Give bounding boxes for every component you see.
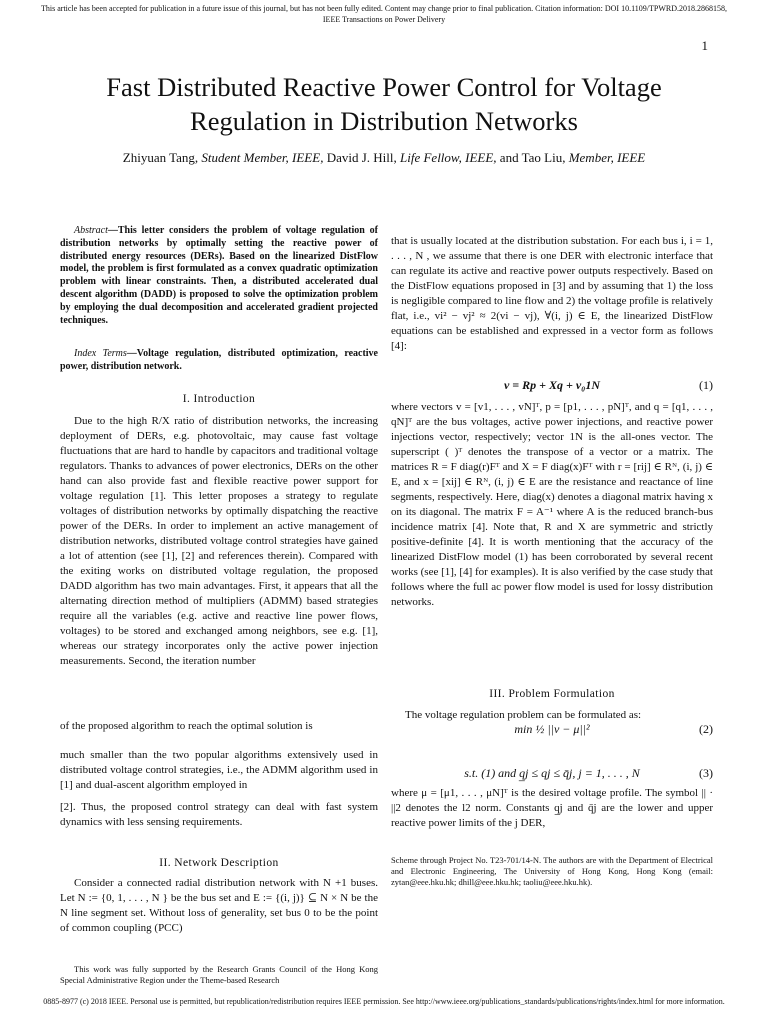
author-1: Zhiyuan Tang, — [122, 150, 199, 165]
section-2-heading: II. Network Description — [159, 857, 279, 869]
publication-banner — [0, 3, 768, 25]
section-1-paragraph-2: of the proposed algorithm to reach the optimal solution is — [60, 720, 313, 732]
equation-1-body: v = Rp + Xq + v₀1N — [503, 378, 601, 392]
right-paragraph-1: that is usually located at the distribution substation. For each bus i, i = 1, . . . , N , we assume that there is one DER with electronic interface that can regulate its active and reactive power outputs respectively. Based on the DistFlow equations proposed in [3] and by assuming that 1) the loss is negligible compared to line flow and 2) the voltage profile is relatively flat, i.e., vi² − vj² ≈ 2(vi − vj), ∀(i, j) ∈ E, the linearized DistFlow equations can be established and expressed in a vector form as follows [4]: — [391, 235, 713, 352]
section-2-paragraph-1 — [60, 876, 378, 936]
equation-2-body: min ½ ||v − μ||² — [514, 722, 590, 736]
author-2-role: Life Fellow, IEEE, — [400, 150, 497, 165]
author-list — [40, 150, 728, 166]
abstract — [60, 225, 378, 327]
network-paragraph: Consider a connected radial distribution network with N +1 buses. Let N := {0, 1, . . . , N } be the bus set and E := {(i, j)} ⊆ N × N be the N line segment set. Without loss of generality, set bus 0 to be the point of common coupling (PCC) — [60, 877, 378, 934]
footnote-funding-text: This work was fully supported by the Research Grants Council of the Hong Kong Special Administrative Region under the Theme-based Research — [60, 964, 378, 985]
equation-2 — [391, 722, 713, 737]
title-line-1: Fast Distributed Reactive Power Control for Voltage — [106, 72, 662, 102]
footnote-funding — [60, 964, 378, 986]
equation-3-body: s.t. (1) and q̲j ≤ qj ≤ q̄j, j = 1, . . . , N — [464, 766, 640, 780]
banner-line-2: IEEE Transactions on Power Delivery — [322, 15, 446, 24]
footnote-affiliation: Scheme through Project No. T23-701/14-N. The authors are with the Department of Electrical and Electronic Engineering, The University of Hong Kong, Hong Kong (email: zytan@eee.hku.hk; dhill@eee.hku.hk; taoliu@eee.hku.hk). — [391, 855, 713, 887]
author-3-role: Member, IEEE — [568, 150, 646, 165]
banner-line-1: This article has been accepted for publication in a future issue of this journal, but has not been fully edited. Content may change prior to final publication. Citation information: DOI 10.1109/TPWRD.2018.2868158, — [41, 4, 727, 13]
paper-title — [40, 70, 728, 138]
abstract-text: —This letter considers the problem of voltage regulation of distribution networks by optimally setting the reactive power of distributed energy resources (DERs). Based on the linearized DistFlow model, the problem is first formulated as a convex quadratic optimization problem with linear constraints. Then, a distributed accelerated dual descent algorithm (DADD) is proposed to solve the optimization problem by employing the dual decomposition and accelerated gradient projected techniques. — [60, 225, 378, 326]
section-1-paragraph-3: much smaller than the two popular algorithms extensively used in distributed voltage control strategies, i.e., the ADMM algorithm used in [1] and dual-ascent algorithm employed in — [60, 749, 378, 791]
section-1-paragraph-4: [2]. Thus, the proposed control strategy can deal with fast system dynamics with less sensing requirements. — [60, 801, 378, 828]
right-paragraph-3 — [391, 708, 713, 723]
equation-1 — [391, 378, 713, 393]
index-terms-label: Index Terms — [74, 348, 127, 359]
author-1-role: Student Member, IEEE, — [201, 150, 324, 165]
author-3: and Tao Liu, — [499, 150, 566, 165]
abstract-label: Abstract — [74, 225, 108, 236]
formulation-intro: The voltage regulation problem can be formulated as: — [405, 709, 642, 721]
right-paragraph-4: where μ = [μ1, . . . , μN]ᵀ is the desired voltage profile. The symbol || · ||2 denotes the l2 norm. Constants q̲j and q̄j are the lower and upper reactive power limits of the j DER, — [391, 787, 713, 829]
equation-3 — [391, 766, 713, 781]
page-number: 1 — [701, 38, 708, 53]
title-line-2: Regulation in Distribution Networks — [190, 106, 578, 136]
right-paragraph-2: where vectors v = [v1, . . . , vN]ᵀ, p = [p1, . . . , pN]ᵀ, and q = [q1, . . . , qN]ᵀ are the bus voltages, active power injections, and reactive power injections vector, respectively; vector 1N is the all-ones vector. The superscript ( )ᵀ denotes the transpose of a vector or a matrix. The matrices R = F diag(r)Fᵀ and X = F diag(x)Fᵀ with r = [rij] ∈ Rᴺ, (i, j) ∈ E, and x = [xij] ∈ Rᴺ, (i, j) ∈ E are the resistance and reactance of line segments, respectively. Here, diag(x) denotes a diagonal matrix having x on its diagonal. The matrix F = A⁻¹ where A is the reduced branch-bus incidence matrix [4]. Note that, R and X are symmetric and strictly positive-definite [4]. It is worth mentioning that the accuracy of the linearized DistFlow model (1) has been corroborated by several recent works (see [1], [4] for examples). It is also verified by the case study that follows where the full ac power flow model is used for lossy distribution networks. — [391, 401, 713, 608]
index-terms-text: —Voltage regulation, distributed optimization, reactive power, distribution network. — [60, 348, 378, 372]
section-3-heading: III. Problem Formulation — [489, 688, 615, 700]
equation-1-number: (1) — [699, 378, 713, 392]
copyright-footer: 0885-8977 (c) 2018 IEEE. Personal use is permitted, but republication/redistribution requires IEEE permission. See http://www.ieee.org/publications_standards/publications/rights/index.html for more information. — [43, 997, 725, 1006]
author-2: David J. Hill, — [326, 150, 397, 165]
index-terms — [60, 348, 378, 374]
section-1-heading: I. Introduction — [182, 393, 256, 405]
section-1-paragraph-1 — [60, 414, 378, 669]
equation-3-number: (3) — [699, 766, 713, 780]
intro-paragraph: Due to the high R/X ratio of distribution networks, the increasing deployment of DERs, e.g. photovoltaic, may cause fast voltage fluctuations that are hard to handle by capacitors and traditional voltage regulators. Thanks to advances of power electronics, DERs on the other hand can also provide fast and flexible reactive power support for voltage regulation [1]. This letter proposes a strategy to regulate voltages of distribution networks by optimally dispatching the reactive power of the DERs. In order to implement an active management of distribution networks, distributed voltage control strategies have gained a lot of attention (see [1], [2] and references therein). Compared with the exiting works on distributed voltage regulation, the proposed DADD algorithm has two main advantages. First, it appears that all the alternating direction method of multipliers (ADMM) based strategies require all the variables (e.g. active and reactive line power flows, voltages) to be stored and exchanged among neighbors, see e.g. [1], whereas our strategy incorporates only the active power injection measurements. Second, the iteration number — [60, 415, 378, 667]
equation-2-number: (2) — [699, 722, 713, 736]
